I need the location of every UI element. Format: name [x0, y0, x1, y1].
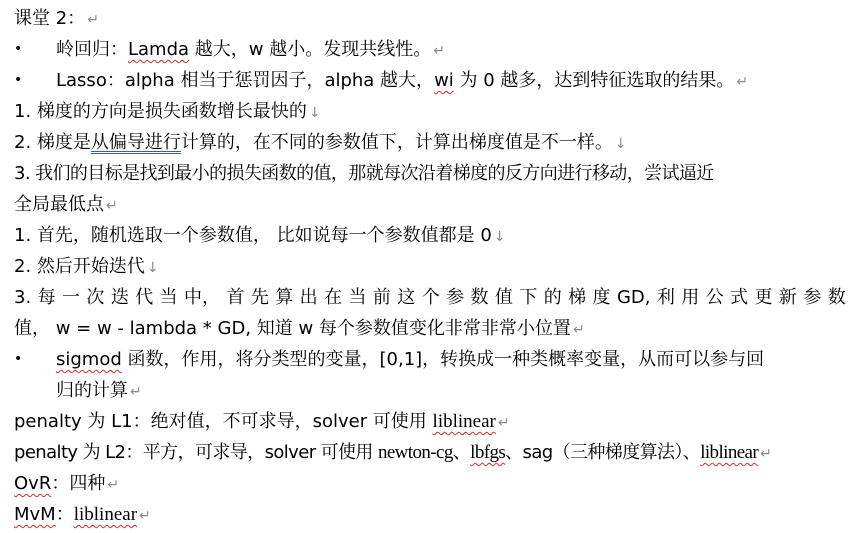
- justified-word: GD,: [616, 287, 651, 308]
- justified-word: 3.: [14, 287, 32, 308]
- text-line: 全局最低点: [14, 194, 104, 215]
- step-3-line-2: [14, 313, 852, 344]
- solver-name: newton-cg: [377, 442, 453, 463]
- penalty-l2-line: [14, 437, 852, 468]
- spellcheck-word: liblinear: [432, 411, 496, 432]
- justified-word: 个: [421, 287, 440, 308]
- justified-word: 值: [494, 287, 513, 308]
- justified-word: 出: [299, 287, 318, 308]
- step-1: [14, 220, 852, 251]
- bullet-text-part: 函数，作用，将分类型的变量，[0,1]，转换成一种类概率变量，从而可以参与回: [121, 349, 765, 370]
- ovr-line: [14, 468, 852, 499]
- bullet-item-ridge: [14, 34, 852, 65]
- bullet-icon: •: [14, 41, 23, 57]
- justified-word: 利: [656, 287, 675, 308]
- mvm-line: [14, 499, 852, 530]
- justified-word: 新: [778, 287, 797, 308]
- paragraph-mark: ↵: [139, 508, 151, 524]
- justified-word: 前: [372, 287, 391, 308]
- text-part: penalty 为 L1：绝对值，不可求导，solver 可使用: [14, 411, 433, 432]
- step-2: [14, 251, 852, 282]
- bullet-text-part: 越大，w 越小。发现共线性。: [189, 39, 432, 60]
- bullet-text-part: 归的计算: [56, 380, 128, 401]
- paragraph-mark: ↵: [106, 198, 118, 214]
- justified-word: 中，: [184, 287, 221, 308]
- heading-line: [14, 4, 852, 34]
- bullet-item-sigmod-cont: [14, 375, 852, 406]
- paragraph-mark: ↵: [760, 446, 772, 462]
- justified-word: 度: [592, 287, 611, 308]
- paragraph-mark: ↵: [107, 477, 120, 493]
- paragraph-mark: ↵: [497, 415, 510, 431]
- line-break-mark: ↓: [146, 260, 159, 276]
- paragraph-mark: ↵: [87, 12, 99, 28]
- justified-word: 公: [705, 287, 724, 308]
- text-line: 1. 首先，随机选取一个参数值， 比如说每一个参数值都是 0: [14, 225, 492, 246]
- justified-word: 参: [803, 287, 822, 308]
- justified-word: 当: [348, 287, 367, 308]
- text-part: ：: [55, 504, 74, 525]
- justified-word: 更: [754, 287, 773, 308]
- text-part: 、sag（三种梯度算法）、: [505, 442, 701, 463]
- justified-word: 用: [681, 287, 700, 308]
- justified-word: 每: [37, 287, 56, 308]
- justified-word: 的: [543, 287, 562, 308]
- justified-word: 首: [226, 287, 245, 308]
- heading-text: 课堂 2：: [14, 8, 86, 29]
- bullet-text-part: 岭回归：: [56, 39, 128, 60]
- justified-word: 数: [470, 287, 489, 308]
- justified-word: 当: [159, 287, 178, 308]
- justified-word: 迭: [110, 287, 129, 308]
- justified-word: 次: [86, 287, 105, 308]
- gradient-point-2: [14, 127, 852, 158]
- justified-word: 算: [275, 287, 294, 308]
- step-3-line-1: [14, 282, 846, 313]
- paragraph-mark: ↵: [433, 43, 445, 59]
- spellcheck-word: wi: [434, 70, 454, 91]
- text-part: 2. 梯度是: [14, 132, 91, 153]
- spellcheck-word: liblinear: [700, 442, 759, 463]
- justified-word: 梯: [568, 287, 587, 308]
- bullet-item-lasso: [14, 65, 852, 96]
- text-line: 3. 我们的目标是找到最小的损失函数的值，那就每次沿着梯度的反方向进行移动，尝试逼近: [14, 163, 714, 184]
- bullet-icon: •: [14, 72, 23, 88]
- justified-word: 在: [324, 287, 343, 308]
- line-break-mark: ↓: [493, 229, 506, 245]
- grammar-underline-text: 从偏导进行: [90, 132, 181, 153]
- justified-word: 这: [397, 287, 416, 308]
- text-part: 、: [452, 442, 471, 463]
- gradient-point-1: [14, 96, 852, 127]
- text-part: ：四种: [51, 473, 106, 494]
- paragraph-mark: ↵: [130, 384, 142, 400]
- gradient-point-3-line-2: [14, 189, 852, 220]
- justified-word: 一: [62, 287, 80, 308]
- bullet-text-part: Lasso：alpha 相当于惩罚因子，alpha 越大，: [56, 70, 435, 91]
- line-break-mark: ↓: [614, 136, 627, 152]
- paragraph-mark: ↵: [572, 322, 585, 338]
- justified-word: 参: [446, 287, 465, 308]
- bullet-item-sigmod: [14, 344, 852, 375]
- spellcheck-word: lbfgs: [470, 442, 506, 463]
- text-line: 2. 然后开始迭代: [14, 256, 145, 277]
- line-break-mark: ↓: [308, 105, 321, 121]
- justified-word: 代: [135, 287, 154, 308]
- penalty-l1-line: [14, 406, 852, 437]
- spellcheck-word: OvR: [14, 473, 52, 494]
- spellcheck-word: Lamda: [128, 39, 190, 60]
- text-part: 计算的，在不同的参数值下，计算出梯度值是不一样。: [180, 132, 613, 153]
- text-line: 值， w = w - lambda * GD, 知道 w 每个参数值变化非常非常小位置: [14, 318, 571, 339]
- justified-word: 先: [250, 287, 269, 308]
- spellcheck-word: liblinear: [73, 504, 138, 525]
- justified-word: 式: [730, 287, 749, 308]
- gradient-point-3-line-1: [14, 158, 852, 189]
- bullet-icon: •: [14, 351, 23, 367]
- text-part: penalty 为 L2：平方，可求导，solver 可使用: [14, 442, 378, 463]
- text-line: 1. 梯度的方向是损失函数增长最快的: [14, 101, 307, 122]
- justified-word: 数: [827, 287, 846, 308]
- justified-word: 下: [519, 287, 538, 308]
- paragraph-mark: ↵: [736, 74, 749, 90]
- spellcheck-word: MvM: [14, 504, 56, 525]
- spellcheck-word: sigmod: [56, 349, 122, 370]
- bullet-text-part: 为 0 越多，达到特征选取的结果。: [453, 70, 735, 91]
